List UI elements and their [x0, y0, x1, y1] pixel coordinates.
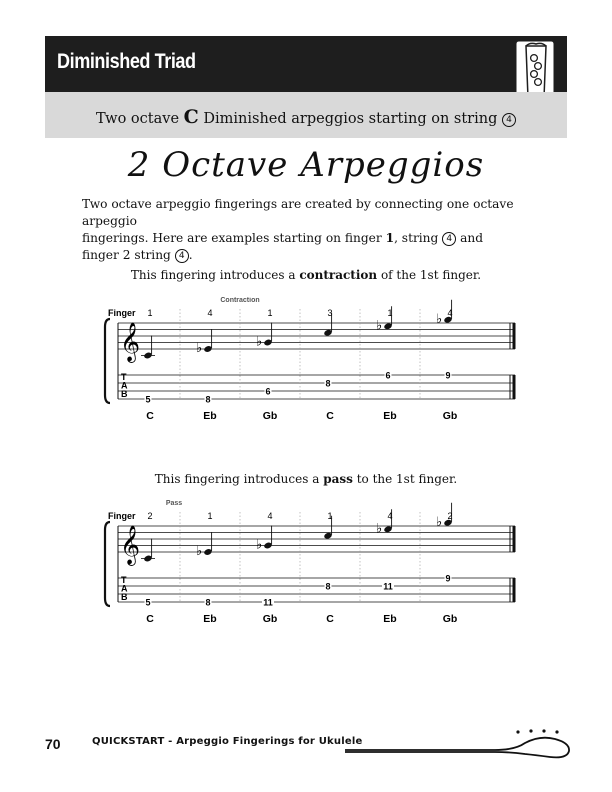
treble-clef-icon: 𝄞	[120, 322, 141, 362]
ukulele-outline-icon	[345, 725, 575, 760]
tab-number: 6	[265, 386, 271, 397]
finger-number: 1	[327, 511, 333, 521]
note-name: Gb	[262, 410, 278, 422]
technique-label: Contraction	[220, 297, 260, 304]
book-title: QUICKSTART - Arpeggio Fingerings for Ukulele	[92, 736, 363, 747]
tab-number: 8	[325, 581, 331, 592]
tab-number: 11	[383, 581, 393, 592]
finger-number: 2	[447, 511, 453, 521]
note-name: C	[146, 410, 154, 422]
finger-number: 4	[387, 511, 393, 521]
example-caption-2: This fingering introduces a pass to the 1st finger.	[154, 472, 458, 486]
note-name: Eb	[203, 613, 217, 625]
tab-clef-letter: T	[121, 575, 127, 585]
tab-clef-letter: A	[121, 583, 128, 594]
finger-number: 4	[267, 511, 273, 521]
page-number: 70	[45, 736, 61, 752]
technique-label: Pass	[165, 500, 183, 507]
tab-clef-letter: A	[121, 380, 128, 391]
finger-number: 1	[267, 308, 273, 318]
flat-accidental: ♭	[436, 514, 443, 530]
note-name: Gb	[442, 613, 458, 625]
notation-system-1	[100, 297, 530, 427]
flat-accidental: ♭	[196, 341, 203, 356]
note-name: Eb	[203, 410, 217, 422]
system-bracket	[105, 522, 110, 606]
tab-clef-letter: T	[121, 372, 127, 382]
example-caption-1: This fingering introduces a contraction of the 1st finger.	[130, 268, 482, 282]
tab-number: 6	[385, 370, 391, 381]
section-title: 2 Octave Arpeggios	[127, 145, 485, 185]
flat-accidental: ♭	[256, 334, 263, 350]
subtitle: Two octave C Diminished arpeggios starting on string 4	[45, 106, 567, 128]
tab-clef-letter: B	[121, 592, 128, 602]
tab-number: 5	[145, 394, 151, 405]
intro-paragraph: Two octave arpeggio fingerings are created by connecting one octave arpeggio fingerings. Here are examples starting on finger 1, string 4 and finger 2 string 4 .	[82, 197, 514, 262]
flat-accidental: ♭	[196, 544, 203, 559]
note-name: C	[326, 613, 334, 625]
string-number-badge: 4	[442, 232, 456, 246]
finger-number: 4	[447, 308, 453, 318]
system-bracket	[105, 319, 110, 403]
flat-accidental: ♭	[256, 537, 263, 553]
note-name: Gb	[262, 613, 278, 625]
finger-number: 4	[207, 308, 213, 318]
string-number-badge: 4	[502, 113, 516, 127]
tab-number: 9	[445, 370, 451, 381]
tab-clef-letter: B	[121, 389, 128, 399]
tab-number: 11	[263, 597, 273, 608]
note-name: C	[146, 613, 154, 625]
notation-system-2	[100, 500, 530, 630]
tab-number: 8	[205, 394, 211, 405]
finger-number: 3	[327, 308, 333, 318]
note-name: Gb	[442, 410, 458, 422]
flat-accidental: ♭	[436, 311, 443, 327]
note-name: C	[326, 410, 334, 422]
finger-label: Finger	[108, 308, 136, 318]
finger-number: 2	[147, 511, 153, 521]
tab-number: 8	[205, 597, 211, 608]
note-name: Eb	[383, 613, 397, 625]
tab-number: 9	[445, 573, 451, 584]
finger-number: 1	[387, 308, 393, 318]
finger-label: Finger	[108, 511, 136, 521]
page-title: Diminished Triad	[57, 50, 196, 73]
tab-number: 5	[145, 597, 151, 608]
finger-number: 1	[147, 308, 153, 318]
tab-number: 8	[325, 378, 331, 389]
note-name: Eb	[383, 410, 397, 422]
string-number-badge: 4	[175, 249, 189, 263]
flat-accidental: ♭	[376, 318, 383, 334]
finger-number: 1	[207, 511, 213, 521]
flat-accidental: ♭	[376, 521, 383, 537]
treble-clef-icon: 𝄞	[120, 525, 141, 565]
